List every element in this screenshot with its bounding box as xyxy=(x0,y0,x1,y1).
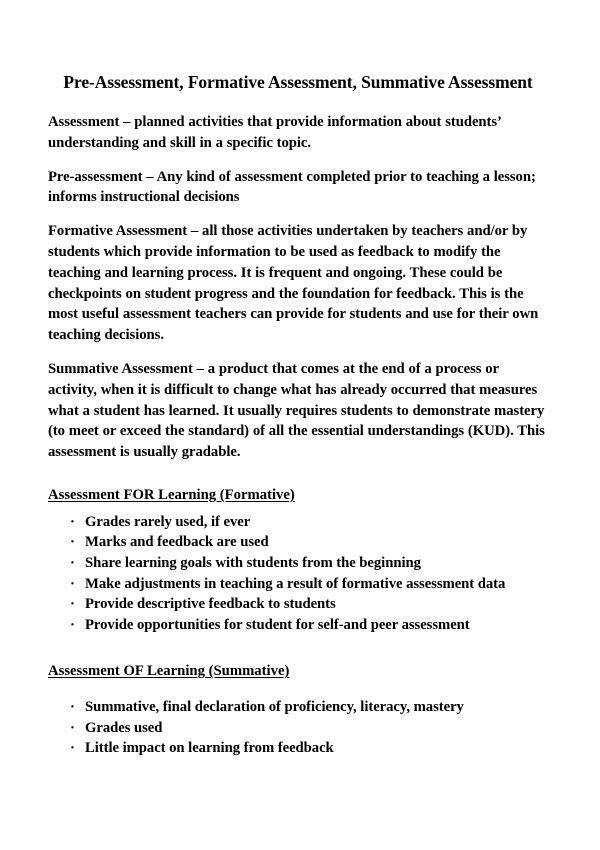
bullet-icon: · xyxy=(70,596,75,613)
bullet-list-assessment-of-learning xyxy=(48,697,548,759)
section-heading-assessment-for-learning xyxy=(48,485,548,506)
paragraph-formative-assessment: Formative Assessment – all those activities undertaken by teachers and/or by students which provide information to be used as feedback to modify the teaching and learning process. It is frequent and ongoing. These could be checkpoints on student progress and the foundation for feedback. This is the most useful assessment teachers can provide for students and use for their own teaching decisions. xyxy=(48,223,539,344)
section-heading-text: Assessment FOR Learning (Formative) xyxy=(48,486,295,503)
spacer xyxy=(48,635,548,661)
bullet-icon: · xyxy=(70,616,75,633)
list-item-label: Provide opportunities for student for self-and peer assessment xyxy=(85,616,470,633)
list-item xyxy=(48,718,548,739)
list-item xyxy=(48,574,548,595)
bullet-icon: · xyxy=(70,575,75,592)
list-item-label: Summative, final declaration of proficiency, literacy, mastery xyxy=(85,699,464,716)
list-item-label: Provide descriptive feedback to students xyxy=(85,596,336,613)
section-heading-assessment-of-learning xyxy=(48,661,548,682)
page-title: Pre-Assessment, Formative Assessment, Summative Assessment xyxy=(63,72,533,92)
list-item-label: Make adjustments in teaching a result of formative assessment data xyxy=(85,575,506,592)
list-item xyxy=(48,553,548,574)
paragraph-summative-assessment: Summative Assessment – a product that comes at the end of a process or activity, when it is difficult to change what has already occurred that measures what a student has learned. It usually requires students to demonstrate mastery (to meet or exceed the standard) of all the essential understandings (KUD). This assessment is usually gradable. xyxy=(48,360,545,461)
list-item xyxy=(48,738,548,759)
list-item-label: Grades used xyxy=(85,719,163,736)
bullet-icon: · xyxy=(70,513,75,530)
paragraph-pre-assessment: Pre-assessment – Any kind of assessment completed prior to teaching a lesson; informs instructional decisions xyxy=(48,168,536,206)
list-item xyxy=(48,512,548,533)
list-item xyxy=(48,594,548,615)
bullet-icon: · xyxy=(70,554,75,571)
list-item-label: Share learning goals with students from the beginning xyxy=(85,554,421,571)
list-item-label: Grades rarely used, if ever xyxy=(85,513,251,530)
bullet-icon: · xyxy=(70,740,75,757)
list-item xyxy=(48,532,548,553)
spacer xyxy=(48,476,548,485)
list-item xyxy=(48,615,548,636)
paragraph-assessment: Assessment – planned activities that provide information about students’ understanding and skill in a specific topic. xyxy=(48,114,501,151)
list-item-label: Little impact on learning from feedback xyxy=(85,740,334,757)
bullet-list-assessment-for-learning xyxy=(48,512,548,636)
section-heading-text: Assessment OF Learning (Summative) xyxy=(48,663,290,680)
list-item-label: Marks and feedback are used xyxy=(85,534,269,551)
list-item xyxy=(48,697,548,718)
spacer xyxy=(48,688,548,697)
bullet-icon: · xyxy=(70,534,75,551)
bullet-icon: · xyxy=(70,699,75,716)
bullet-icon: · xyxy=(70,719,75,736)
